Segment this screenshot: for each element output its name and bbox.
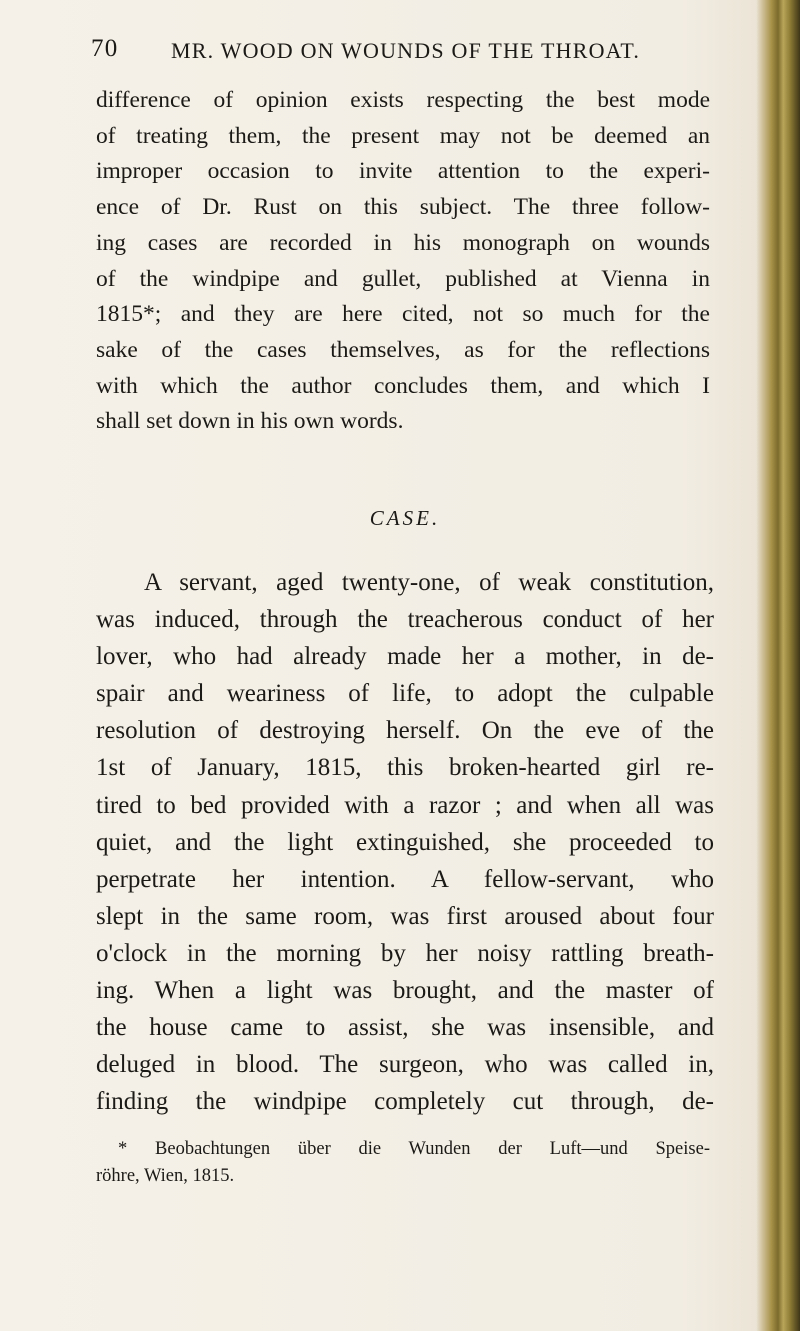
page-header xyxy=(91,35,661,69)
case-heading: CASE. xyxy=(369,506,441,530)
text-line: ence of Dr. Rust on this subject. The three follow- xyxy=(96,194,710,221)
text-line: ing cases are recorded in his monograph on wounds xyxy=(96,229,710,256)
page-number: 70 xyxy=(91,35,119,62)
footnote-line: röhre, Wien, 1815. xyxy=(96,1166,235,1186)
text-line: 1815*; and they are here cited, not so much for the xyxy=(96,301,710,328)
text-line: resolution of destroying herself. On the eve of the xyxy=(96,717,714,745)
text-line: tired to bed provided with a razor ; and when all was xyxy=(96,791,714,819)
text-line: ing. When a light was brought, and the master of xyxy=(96,977,714,1005)
text-line: 1st of January, 1815, this broken-hearted girl re- xyxy=(96,754,714,782)
text-line: of treating them, the present may not be deemed an xyxy=(96,122,710,149)
intro-paragraph xyxy=(96,83,710,440)
case-paragraph xyxy=(96,564,714,1120)
text-line: sake of the cases themselves, as for the reflections xyxy=(96,336,710,363)
text-line: finding the windpipe completely cut through, de- xyxy=(96,1088,714,1116)
text-line: A servant, aged twenty-one, of weak constitution, xyxy=(144,569,714,596)
text-line: slept in the same room, was first aroused about four xyxy=(96,902,714,930)
text-line: quiet, and the light extinguished, she proceeded to xyxy=(96,828,714,856)
running-title: MR. WOOD ON WOUNDS OF THE THROAT. xyxy=(171,38,641,63)
text-line: the house came to assist, she was insensible, and xyxy=(96,1014,714,1042)
text-line: shall set down in his own words. xyxy=(96,408,404,435)
text-line: difference of opinion exists respecting the best mode xyxy=(96,87,710,113)
text-line: with which the author concludes them, and which I xyxy=(96,372,710,399)
text-line: lover, who had already made her a mother, in de- xyxy=(96,643,714,671)
text-line: deluged in blood. The surgeon, who was called in, xyxy=(96,1051,714,1079)
text-line: of the windpipe and gullet, published at Vienna in xyxy=(96,265,710,292)
text-line: was induced, through the treacherous conduct of her xyxy=(96,606,714,634)
text-line: perpetrate her intention. A fellow-servant, who xyxy=(96,865,714,893)
text-line: o'clock in the morning by her noisy rattling breath- xyxy=(96,939,714,967)
book-spine-edge xyxy=(756,0,800,1331)
text-line: spair and weariness of life, to adopt the culpable xyxy=(96,680,714,708)
footnote xyxy=(96,1136,710,1190)
footnote-line: * Beobachtungen über die Wunden der Luft—und Speise- xyxy=(118,1139,710,1159)
text-line: improper occasion to invite attention to the experi- xyxy=(96,158,710,185)
